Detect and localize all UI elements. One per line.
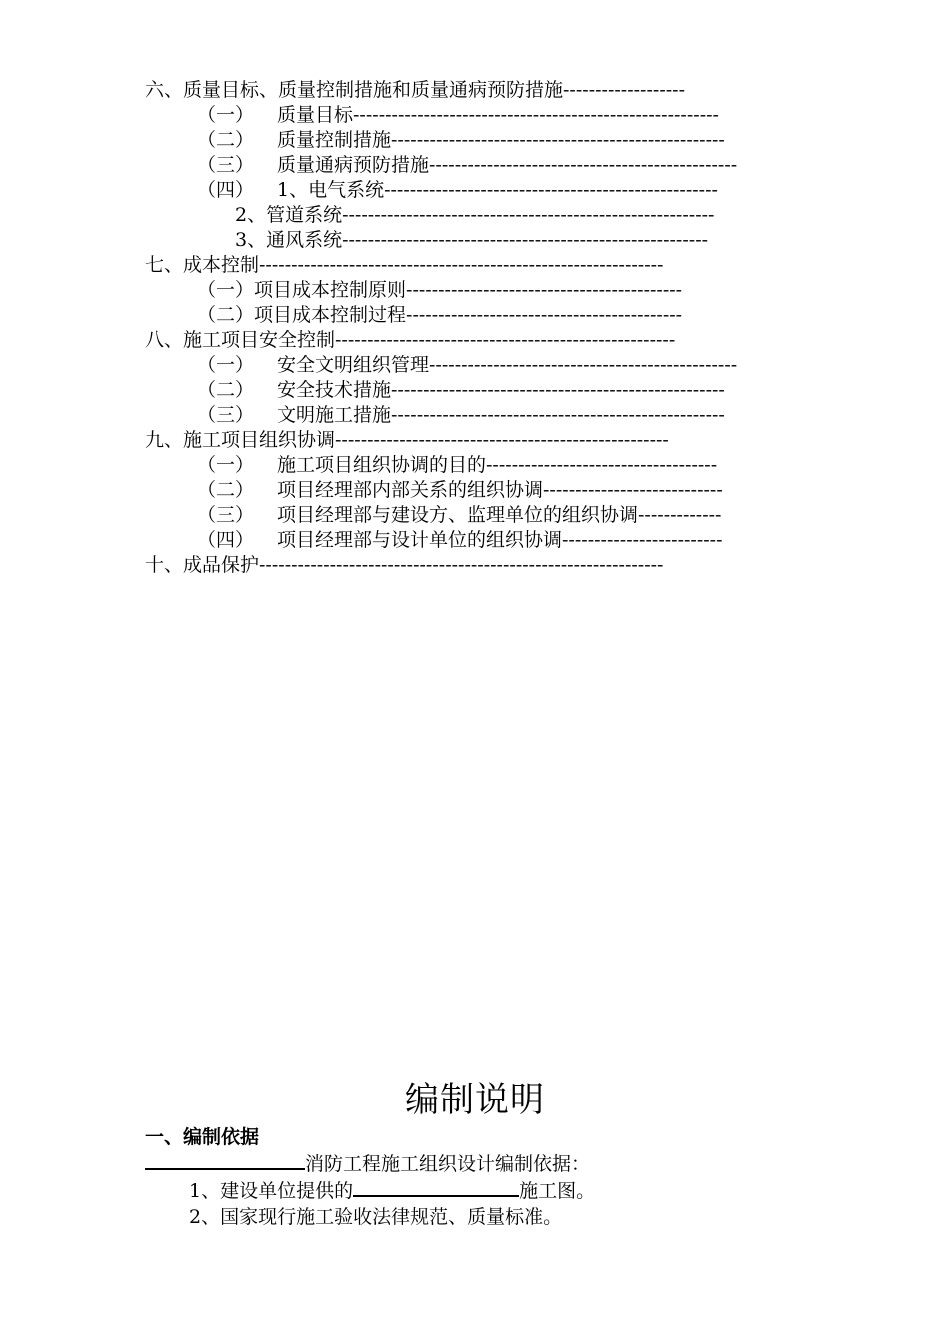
toc-entry-title: 质量目标 <box>277 104 354 126</box>
toc-leader: ------------------------------------------- <box>406 279 683 301</box>
toc-entry-title: 项目成本控制原则 <box>254 279 407 301</box>
toc-entry-title: 六、质量目标、质量控制措施和质量通病预防措施 <box>145 79 564 101</box>
fill-in-blank[interactable] <box>353 1177 519 1197</box>
toc-leader: ----------------------------------------------------- <box>335 329 676 351</box>
toc-entry-title: 文明施工措施 <box>277 404 392 426</box>
list-item <box>145 1177 805 1204</box>
toc-entry[interactable] <box>197 103 805 128</box>
toc-entry-title: 2、管道系统 <box>235 204 343 226</box>
toc-entry-number: （四） <box>197 529 255 551</box>
toc-leader: ------------------------------------------------ <box>429 354 738 376</box>
toc-entry-title: 八、施工项目安全控制 <box>145 329 336 351</box>
toc-entry[interactable] <box>197 478 805 503</box>
toc-leader: ---------------------------------------------------- <box>391 404 725 426</box>
toc-entry-number: （二） <box>197 304 255 326</box>
toc-entry[interactable] <box>197 453 805 478</box>
compilation-notes <box>145 1080 805 1230</box>
toc-entry[interactable] <box>197 278 805 303</box>
toc-entry-title: 十、成品保护 <box>145 554 260 576</box>
toc-leader: ------------- <box>638 504 722 526</box>
toc-entry-title: 安全技术措施 <box>277 379 392 401</box>
toc-leader: --------------------------------------------------------------- <box>259 554 664 576</box>
toc-entry[interactable] <box>197 178 805 203</box>
toc-entry[interactable] <box>145 253 805 278</box>
toc-entry[interactable] <box>235 228 805 253</box>
toc-entry[interactable] <box>197 153 805 178</box>
toc-leader: ---------------------------- <box>543 479 723 501</box>
toc-entry-number: （三） <box>197 504 255 526</box>
toc-entry-title: 项目经理部与建设方、监理单位的组织协调 <box>277 504 639 526</box>
table-of-contents <box>145 78 805 578</box>
list-item-suffix: 施工图。 <box>519 1180 596 1202</box>
toc-leader: --------------------------------------------------------------- <box>259 254 664 276</box>
toc-entry[interactable] <box>197 403 805 428</box>
toc-entry-number: （二） <box>197 379 255 401</box>
toc-leader: ---------------------------------------------------- <box>391 379 725 401</box>
toc-leader: ---------------------------------------------------- <box>384 179 718 201</box>
toc-entry-number: （三） <box>197 154 255 176</box>
toc-entry-number: （一） <box>197 454 255 476</box>
toc-entry[interactable] <box>197 503 805 528</box>
toc-entry-number: （二） <box>197 129 255 151</box>
toc-leader: --------------------------------------------------------- <box>342 229 709 251</box>
toc-entry[interactable] <box>235 203 805 228</box>
fill-in-blank[interactable] <box>145 1150 305 1170</box>
toc-leader: ---------------------------------------------------------- <box>342 204 715 226</box>
toc-entry[interactable] <box>197 378 805 403</box>
toc-leader: ------------------------------------------- <box>406 304 683 326</box>
toc-entry[interactable] <box>145 553 805 578</box>
toc-entry-title: 七、成本控制 <box>145 254 260 276</box>
toc-entry-title: 质量通病预防措施 <box>277 154 430 176</box>
toc-entry-title: 施工项目组织协调的目的 <box>277 454 487 476</box>
toc-leader: ------------------------------------------------ <box>429 154 738 176</box>
toc-entry[interactable] <box>197 528 805 553</box>
toc-entry-title: 3、通风系统 <box>235 229 343 251</box>
toc-entry-number: （一） <box>197 354 255 376</box>
toc-entry-number: （四） <box>197 179 255 201</box>
toc-entry-number: （一） <box>197 104 255 126</box>
toc-entry[interactable] <box>145 428 805 453</box>
toc-entry-title: 项目成本控制过程 <box>254 304 407 326</box>
toc-leader: ---------------------------------------------------- <box>391 129 725 151</box>
toc-leader: ------------------- <box>563 79 685 101</box>
toc-entry-number: （三） <box>197 404 255 426</box>
list-item-prefix: 1、建设单位提供的 <box>189 1180 354 1202</box>
toc-entry[interactable] <box>197 303 805 328</box>
section-heading: 一、编制依据 <box>145 1126 260 1148</box>
toc-leader: ------------------------- <box>562 529 723 551</box>
toc-entry[interactable] <box>197 353 805 378</box>
toc-entry[interactable] <box>197 128 805 153</box>
basis-line <box>145 1150 805 1177</box>
toc-entry[interactable] <box>145 78 805 103</box>
toc-entry-title: 质量控制措施 <box>277 129 392 151</box>
toc-entry-number: （一） <box>197 279 255 301</box>
toc-entry[interactable] <box>145 328 805 353</box>
toc-entry-title: 安全文明组织管理 <box>277 354 430 376</box>
toc-entry-title: 项目经理部内部关系的组织协调 <box>277 479 544 501</box>
toc-entry-title: 项目经理部与设计单位的组织协调 <box>277 529 563 551</box>
toc-leader: ------------------------------------ <box>486 454 718 476</box>
toc-entry-title: 1、电气系统 <box>277 179 385 201</box>
basis-line-text: 消防工程施工组织设计编制依据： <box>305 1153 591 1175</box>
page-title: 编制说明 <box>405 1080 545 1120</box>
toc-entry-number: （二） <box>197 479 255 501</box>
list-item: 2、国家现行施工验收法律规范、质量标准。 <box>189 1206 563 1228</box>
toc-entry-title: 九、施工项目组织协调 <box>145 429 336 451</box>
toc-leader: --------------------------------------------------------- <box>353 104 719 126</box>
toc-leader: ---------------------------------------------------- <box>335 429 669 451</box>
